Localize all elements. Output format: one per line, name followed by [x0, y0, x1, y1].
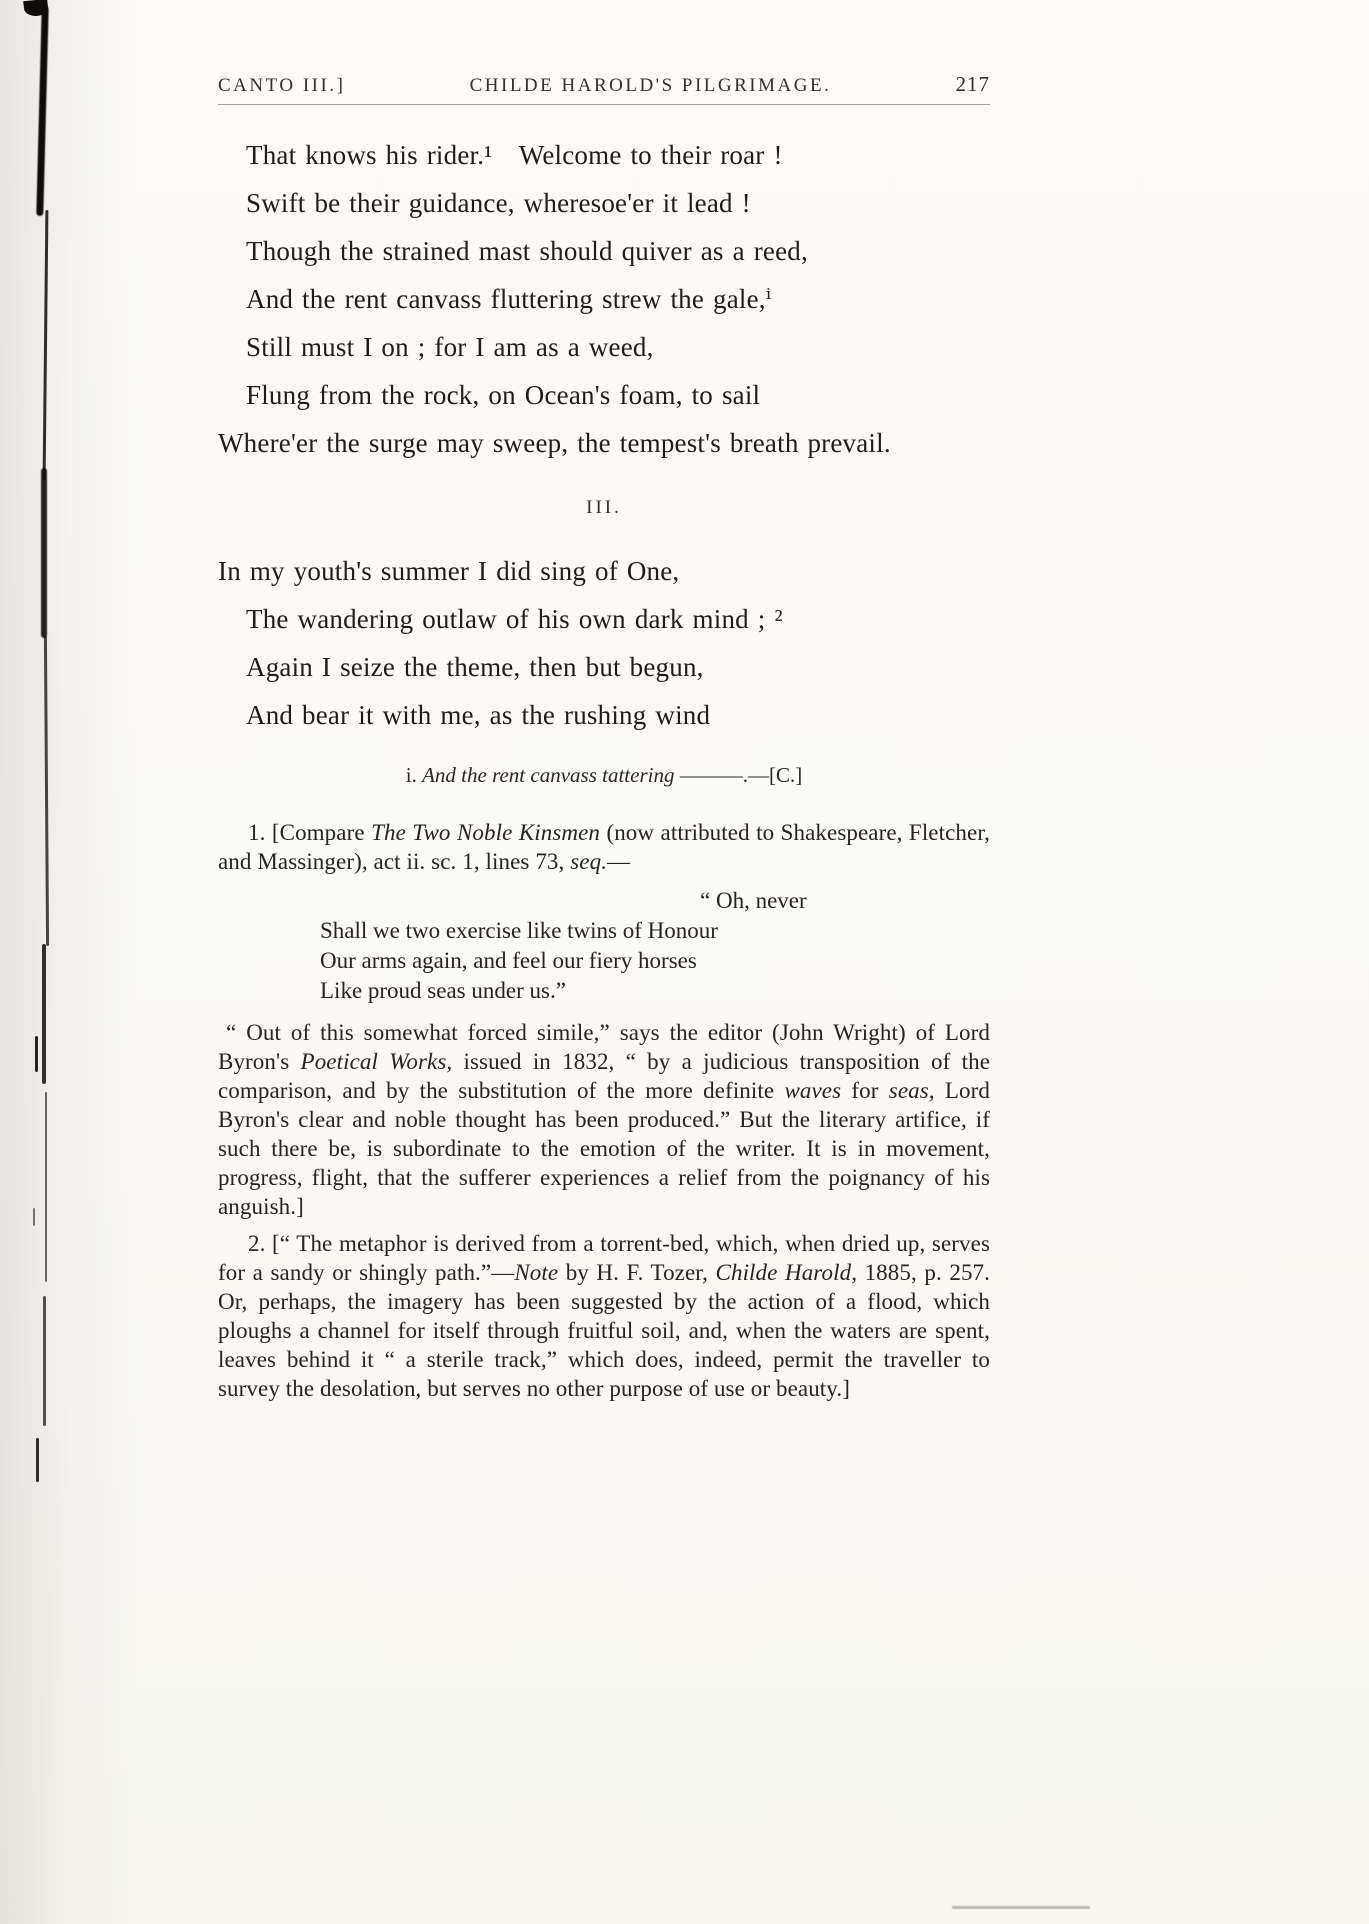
binding-mark: [36, 1438, 39, 1482]
footnote-text: 1885, p. 257. Or, perhaps, the imagery has been suggested by the action of a flood, which ploughs a channel for itself through fruitful soil, and, when the waters are spent, leaves behind it “ a sterile track,” which does, indeed, permit the traveller to survey the desolation, but serves no other purpose of use or beauty.]: [218, 1260, 990, 1401]
footnote-text: (now attributed to Shakespeare, Fletcher, and Massinger), act ii. sc. 1, lines 73,: [218, 820, 991, 874]
footnote-text: —: [607, 849, 631, 874]
footnote-text-italic: Note: [514, 1260, 559, 1285]
footnote-text-italic: waves: [784, 1078, 842, 1103]
header-rule: [218, 104, 990, 105]
footnote-text: issued in 1832, “ by a judicious transposition of the comparison, and by the substitution of the more definite: [218, 1049, 991, 1103]
footnote-text: 2. [“ The metaphor is derived from a torrent-bed, which, when dried up, serves for a sandy or shingly path.”—: [218, 1231, 990, 1285]
binding-mark: [36, 6, 48, 216]
footnote-title-italic: Poetical Works,: [300, 1049, 453, 1074]
footnote-2: [218, 1229, 990, 1403]
poem-line: Flung from the rock, on Ocean's foam, to sail: [246, 380, 761, 410]
footnote-text: “ Out of this somewhat forced simile,” says the editor (John Wright) of Lord Byron's: [218, 1020, 990, 1074]
binding-mark: [43, 210, 49, 480]
poem-line: Still must I on ; for I am as a weed,: [246, 332, 654, 362]
variant-text: And the rent canvass tattering: [422, 763, 675, 787]
binding-mark: [33, 1208, 35, 1226]
page-number: 217: [955, 72, 990, 96]
binding-mark: [42, 944, 46, 1084]
binding-mark: [44, 636, 49, 946]
footnote-title-italic: The Two Noble Kinsmen: [371, 820, 601, 845]
binding-mark: [43, 1296, 46, 1426]
footnote-text-italic: seas,: [888, 1078, 935, 1103]
footnote-text: Lord Byron's clear and noble thought has been produced.” But the literary artifice, if such there be, is subordinate to the emotion of the writer. It is in movement, progress, flight, that the sufferer experiences a relief from the poignancy of his anguish.]: [218, 1078, 990, 1219]
poem-line: Swift be their guidance, wheresoe'er it lead !: [246, 188, 751, 218]
quote-line: “ Oh, never: [700, 888, 807, 913]
poem-line: In my youth's summer I did sing of One,: [218, 556, 680, 586]
variant-label: i.: [405, 763, 423, 787]
quote-line: Shall we two exercise like twins of Honour: [320, 918, 718, 943]
poem-line: Where'er the surge may sweep, the tempest's breath prevail.: [218, 428, 891, 458]
variant-note: [218, 763, 990, 788]
poem-line: That knows his rider.¹ Welcome to their roar !: [246, 140, 783, 170]
quote-line: Our arms again, and feel our fiery horses: [320, 948, 697, 973]
footnote-1-verse-quote: [218, 886, 990, 1006]
variant-tail: ———.—[C.]: [674, 763, 803, 787]
binding-mark: [45, 1092, 47, 1282]
footnote-text: 1. [Compare: [248, 820, 372, 845]
running-header: [218, 72, 990, 97]
binding-mark: [35, 1036, 38, 1072]
footnote-text: for: [841, 1078, 889, 1103]
quote-line: Like proud seas under us.”: [320, 978, 566, 1003]
poem-line: Though the strained mast should quiver as a reed,: [246, 236, 808, 266]
footnote-1-intro: [218, 818, 990, 876]
stanza-iii: [218, 547, 990, 739]
footnote-text-italic: seq.: [570, 849, 608, 874]
poem-line: The wandering outlaw of his own dark mind ; ²: [246, 604, 783, 634]
poem-line: And bear it with me, as the rushing wind: [246, 700, 711, 730]
binding-mark: [41, 468, 47, 638]
stanza-number-heading: III.: [586, 497, 622, 518]
poem-line: Again I seize the theme, then but begun,: [246, 652, 704, 682]
footnote-text: by H. F. Tozer,: [558, 1260, 716, 1285]
footnote-title-italic: Childe Harold,: [715, 1260, 858, 1285]
running-title: CHILDE HAROLD'S PILGRIMAGE.: [469, 75, 832, 96]
poem-line: And the rent canvass fluttering strew the gale,ⁱ: [246, 284, 772, 314]
stanza-ii-continuation: [218, 131, 990, 467]
page-content: [218, 0, 990, 1403]
scan-artifact-line: [952, 1906, 1090, 1909]
footnote-1-commentary: [218, 1018, 990, 1221]
canto-label: CANTO III.]: [218, 75, 346, 96]
